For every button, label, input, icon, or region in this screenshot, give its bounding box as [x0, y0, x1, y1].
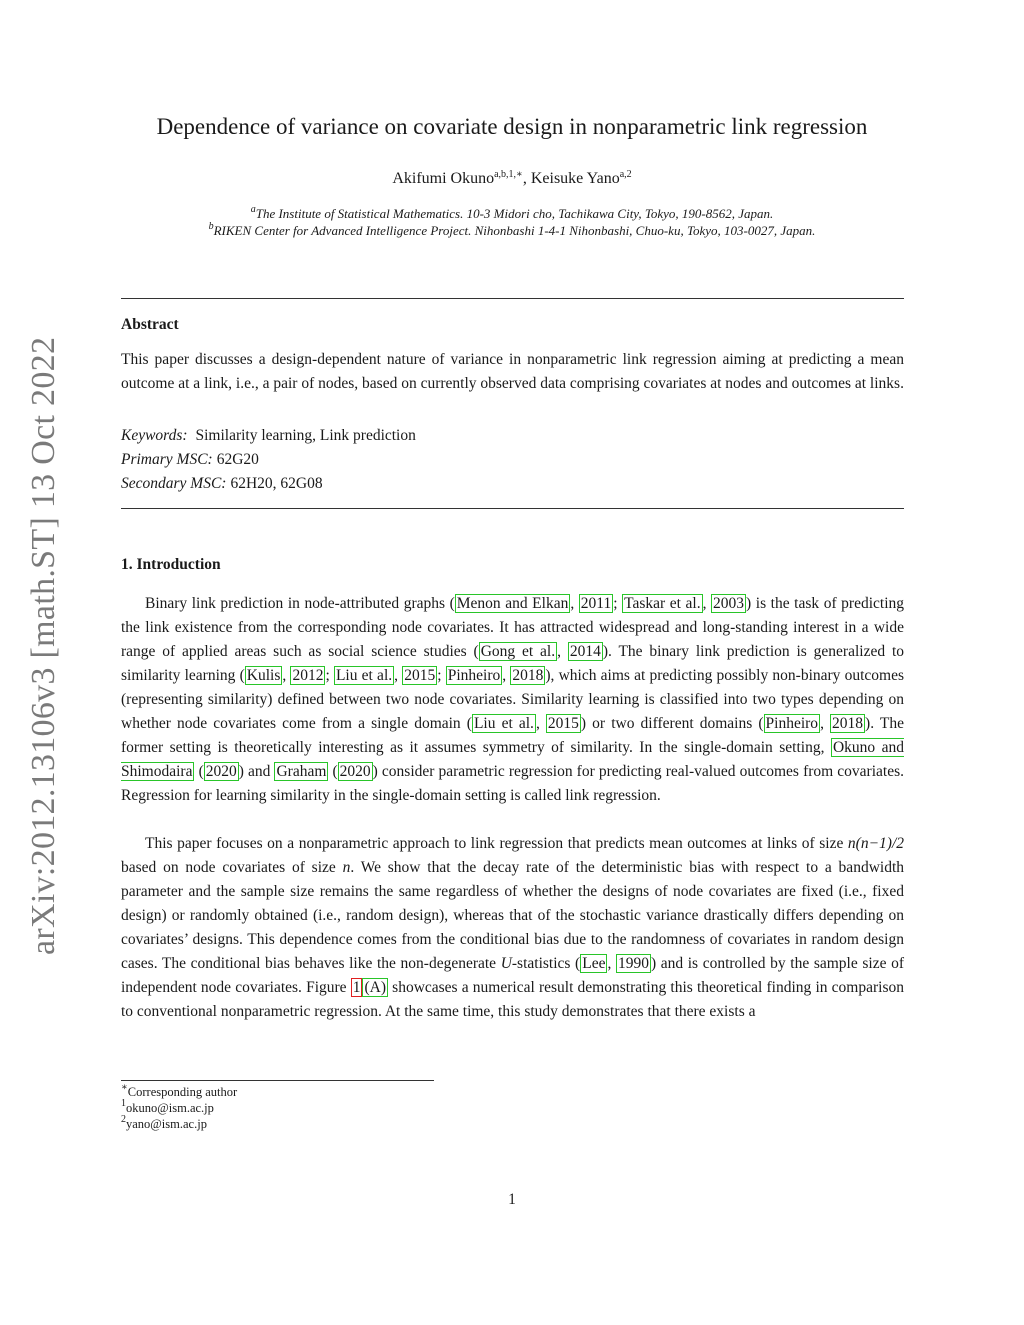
- citation-link[interactable]: Gong et al.: [480, 643, 556, 660]
- affiliation-ism-text: The Institute of Statistical Mathematics. 10-3 Midori cho, Tachikawa City, Tokyo, 190-8562, Japan.: [255, 206, 774, 221]
- affiliation-riken: [100, 223, 924, 239]
- keywords-value: Similarity learning, Link prediction: [195, 427, 416, 444]
- citation-link[interactable]: 2018: [512, 667, 544, 684]
- footnote-text[interactable]: yano@ism.ac.jp: [126, 1117, 207, 1131]
- affiliation-riken-text: RIKEN Center for Advanced Intelligence Project. Nihonbashi 1-4-1 Nihonbashi, Chuo-ku, Tokyo, 103-0027, Japan.: [213, 223, 816, 238]
- author-okuno-affil: a,b,1,∗: [494, 169, 523, 180]
- section-heading-introduction: 1. Introduction: [121, 556, 221, 573]
- math-inline: U: [500, 955, 512, 972]
- citation-link[interactable]: 1990: [617, 955, 649, 972]
- secondary-msc-label: Secondary MSC:: [121, 475, 227, 492]
- text: -statistics (: [511, 955, 581, 972]
- footnote-mark: 2: [121, 1114, 126, 1125]
- text: (: [328, 763, 338, 780]
- text: showcases a numerical result demonstrating this theoretical finding in comparison to conventional nonparametric regression. At the same time, this study demonstrates that there exists a: [121, 979, 904, 1020]
- citation-link[interactable]: 2020: [339, 763, 371, 780]
- text: ) and: [238, 763, 275, 780]
- citation-link[interactable]: 2014: [569, 643, 601, 660]
- author-separator: ,: [522, 170, 531, 187]
- citation-link[interactable]: Liu et al.: [335, 667, 393, 684]
- secondary-msc-value: 62H20, 62G08: [230, 475, 323, 492]
- keywords-label: Keywords:: [121, 427, 188, 444]
- page-number: 1: [508, 1191, 516, 1208]
- affiliation-riken-mark: b: [208, 221, 214, 232]
- text: . We show that the decay rate of the deterministic bias with respect to a bandwidth parameter and the sample size remains the same regardless of whether the designs of node covariates are fixed (i.e., fixed design) or randomly obtained (i.e., random design), whereas that of the stochastic variance drastically differs depending on covariates’ designs. This dependence comes from the conditional bias due to the randomness of covariates in random design cases. The conditional bias behaves like the non-degenerate: [121, 859, 904, 972]
- figure-panel-link[interactable]: (A): [364, 979, 386, 996]
- footnote-text: Corresponding author: [127, 1085, 238, 1099]
- text: ,: [607, 955, 616, 972]
- primary-msc-label: Primary MSC:: [121, 451, 213, 468]
- text: ;: [325, 667, 334, 684]
- text: ,: [282, 667, 291, 684]
- keywords-line: [121, 424, 904, 448]
- text: ) is the task of predicting the link existence from the corresponding node covariates. It has attracted widespread and long-standing interest in a wide range of applied areas such as social science studies (: [121, 595, 905, 660]
- abstract-body: This paper discusses a design-dependent nature of variance in nonparametric link regression aiming at predicting a mean outcome at a link, i.e., a pair of nodes, based on currently observed data comprising covariates at nodes and outcomes at links.: [121, 351, 904, 392]
- math-inline: n(n−1)/2: [847, 835, 904, 852]
- author-okuno: Akifumi Okuno: [392, 170, 495, 187]
- citation-link[interactable]: 2003: [713, 595, 745, 612]
- text: ,: [702, 595, 712, 612]
- text: ), which aims at predicting possibly non-binary outcomes (representing similarity) defined between two node covariates. Similarity learning is classified into two types depending on whether node covariates come from a single domain (: [121, 667, 905, 732]
- text: Binary link prediction in node-attributed graphs (: [145, 595, 455, 612]
- citation-link[interactable]: Okuno and Shimodaira: [121, 739, 904, 780]
- affiliation-ism: [100, 206, 924, 222]
- citation-link[interactable]: 2011: [580, 595, 612, 612]
- footnote-email-yano: [121, 1116, 207, 1132]
- text: ). The binary link prediction is generalized to similarity learning (: [121, 643, 904, 684]
- citation-link[interactable]: Taskar et al.: [624, 595, 701, 612]
- text: based on node covariates of size: [121, 859, 343, 876]
- abstract-top-rule: [121, 298, 904, 299]
- paper-title: Dependence of variance on covariate design in nonparametric link regression: [156, 114, 868, 139]
- footnote-email-okuno: [121, 1100, 214, 1116]
- citation-link[interactable]: 2018: [832, 715, 864, 732]
- citation-link[interactable]: 2020: [205, 763, 237, 780]
- author-yano: Keisuke Yano: [530, 170, 620, 187]
- abstract-heading: Abstract: [121, 316, 179, 333]
- text: ,: [820, 715, 831, 732]
- footnote-mark: 1: [121, 1098, 126, 1109]
- author-yano-affil: a,2: [619, 169, 632, 180]
- text: ,: [502, 667, 511, 684]
- secondary-msc-line: [121, 472, 904, 496]
- citation-link[interactable]: Kulis: [246, 667, 281, 684]
- citation-link[interactable]: Pinheiro: [765, 715, 819, 732]
- footnote-text[interactable]: okuno@ism.ac.jp: [126, 1101, 214, 1115]
- citation-link[interactable]: 2015: [404, 667, 436, 684]
- footnote-mark: ∗: [121, 1082, 128, 1093]
- text: ) and is controlled by the sample size of independent node covariates. Figure: [121, 955, 904, 996]
- text: ). The former setting is theoretically interesting as it assumes symmetry of similarity. In the single-domain setting,: [121, 715, 905, 756]
- text: ;: [613, 595, 623, 612]
- citation-link[interactable]: Lee: [582, 955, 606, 972]
- text: ,: [394, 667, 403, 684]
- primary-msc-value: 62G20: [216, 451, 259, 468]
- text: This paper focuses on a nonparametric approach to link regression that predicts mean outcomes at links of size: [145, 835, 848, 852]
- citation-link[interactable]: 2015: [547, 715, 579, 732]
- abstract-bottom-rule: [121, 508, 904, 509]
- citation-link[interactable]: Graham: [276, 763, 327, 780]
- text: ) or two different domains (: [580, 715, 764, 732]
- citation-link[interactable]: Menon and Elkan: [456, 595, 569, 612]
- footnote-corresponding: [121, 1084, 237, 1100]
- citation-link[interactable]: Pinheiro: [447, 667, 501, 684]
- text: (: [194, 763, 204, 780]
- text: ) consider parametric regression for predicting real-valued outcomes from covariates. Regression for learning similarity in the single-domain setting is called link regression.: [121, 763, 904, 804]
- text: ;: [437, 667, 446, 684]
- text: ,: [535, 715, 546, 732]
- math-inline: n: [342, 859, 351, 876]
- text: ,: [557, 643, 568, 660]
- arxiv-identifier: arXiv:2012.13106v3 [math.ST] 13 Oct 2022: [25, 336, 62, 955]
- citation-link[interactable]: 2012: [292, 667, 324, 684]
- intro-paragraph-1: [121, 592, 904, 808]
- authors-line: [100, 170, 924, 188]
- figure-ref-link[interactable]: 1: [352, 979, 361, 996]
- intro-paragraph-2: [121, 832, 904, 1024]
- footnote-rule: [121, 1080, 434, 1081]
- text: ,: [570, 595, 579, 612]
- affiliation-ism-mark: a: [250, 204, 256, 215]
- citation-link[interactable]: Liu et al.: [473, 715, 534, 732]
- primary-msc-line: [121, 448, 904, 472]
